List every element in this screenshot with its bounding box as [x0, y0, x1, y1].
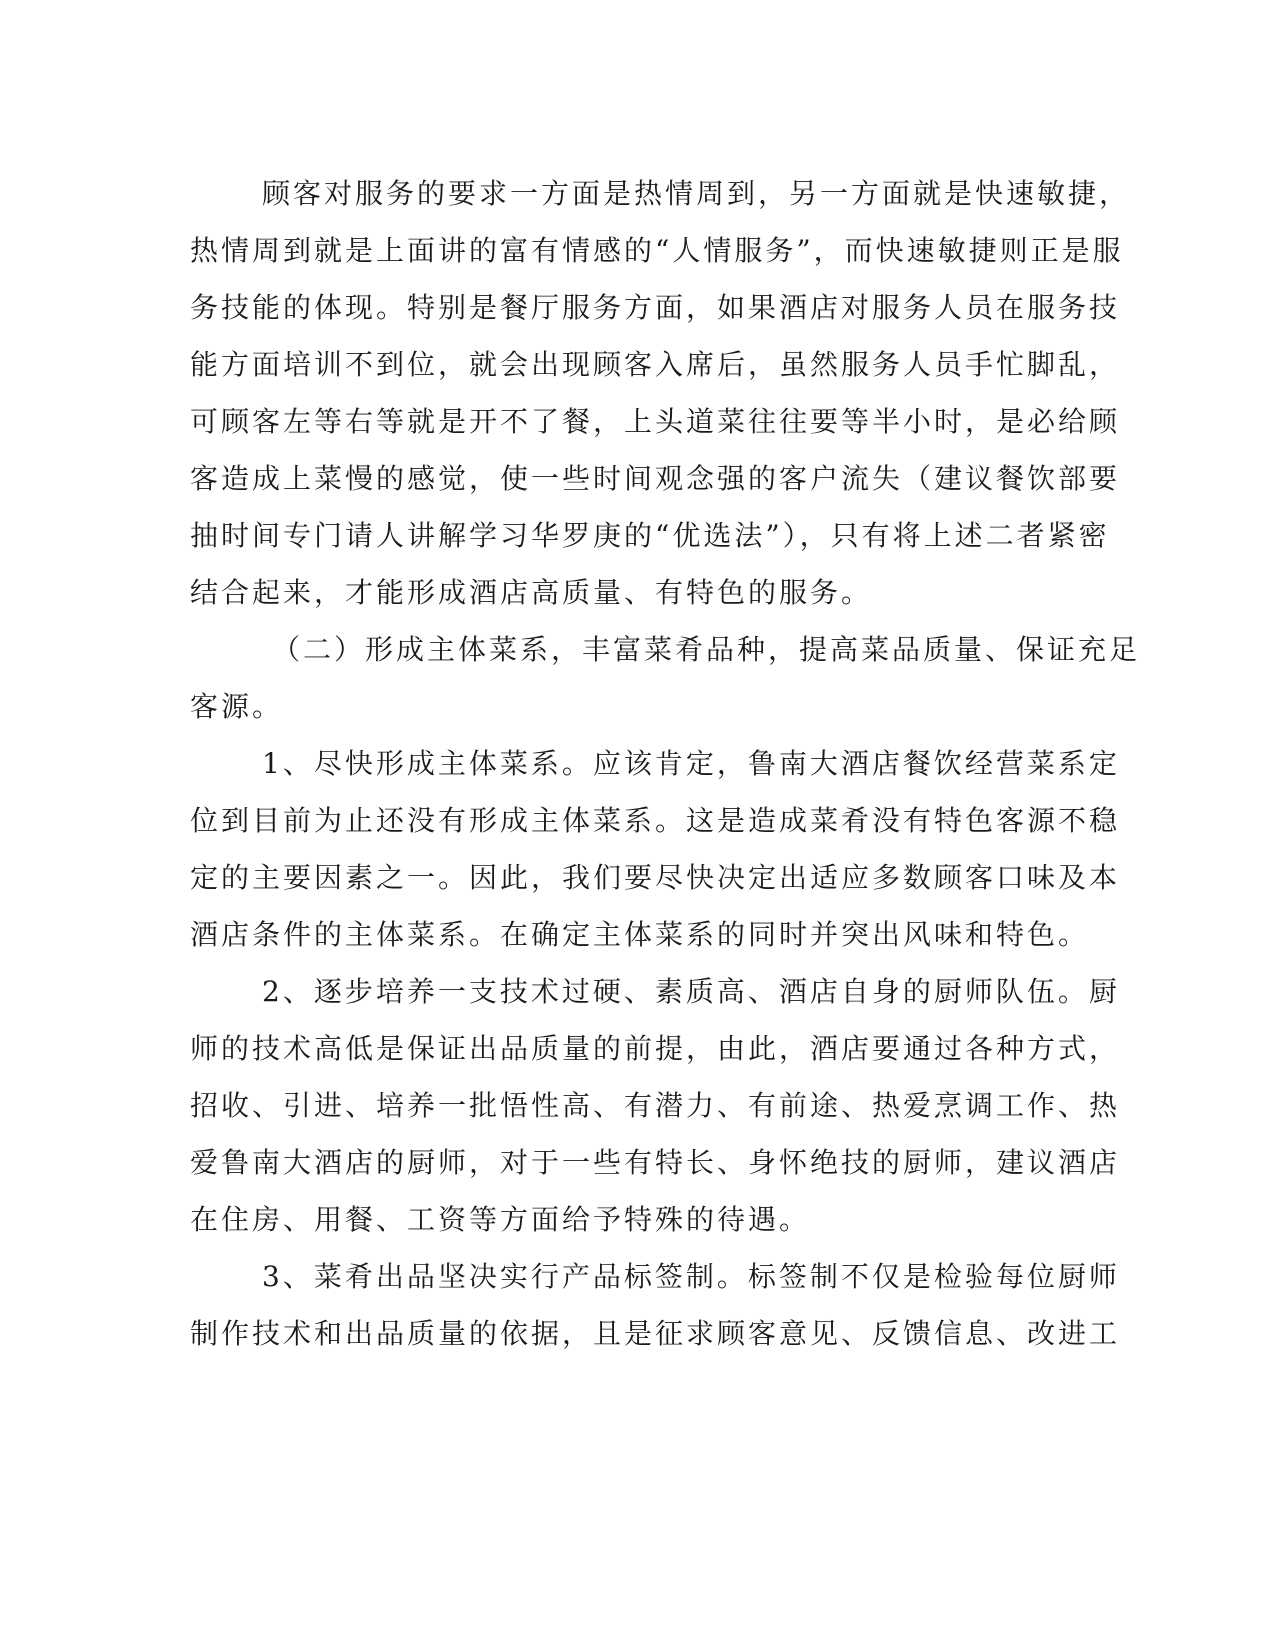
paragraph-service-skills: [190, 165, 1131, 621]
text-line: 定的主要因素之一。因此，我们要尽快决定出适应多数顾客口味及本: [190, 861, 1121, 894]
text-line: 酒店条件的主体菜系。在确定主体菜系的同时并突出风味和特色。: [190, 918, 1090, 951]
heading-line: 客源。: [190, 690, 284, 723]
text-line: 顾客对服务的要求一方面是热情周到，另一方面就是快速敏捷，: [262, 177, 1131, 210]
text-line: 招收、引进、培养一批悟性高、有潜力、有前途、热爱烹调工作、热: [190, 1089, 1121, 1122]
text-line: 客造成上菜慢的感觉，使一些时间观念强的客户流失（建议餐饮部要: [190, 462, 1121, 495]
text-line: 务技能的体现。特别是餐厅服务方面，如果酒店对服务人员在服务技: [190, 291, 1121, 324]
text-line: 热情周到就是上面讲的富有情感的“人情服务”，而快速敏捷则正是服: [190, 234, 1124, 267]
text-line: 2、逐步培养一支技术过硬、素质高、酒店自身的厨师队伍。厨: [262, 975, 1120, 1008]
paragraph-item-1: [190, 735, 1121, 963]
paragraph-item-2: [190, 963, 1121, 1248]
text-line: 结合起来，才能形成酒店高质量、有特色的服务。: [190, 576, 873, 609]
text-line: 抽时间专门请人讲解学习华罗庚的“优选法”），只有将上述二者紧密: [190, 519, 1110, 552]
document-body: [190, 165, 1141, 1362]
text-line: 可顾客左等右等就是开不了餐，上头道菜往往要等半小时，是必给顾: [190, 405, 1121, 438]
text-line: 1、尽快形成主体菜系。应该肯定，鲁南大酒店餐饮经营菜系定: [262, 747, 1120, 780]
section-heading-2: [190, 621, 1141, 735]
heading-line: （二）形成主体菜系，丰富菜肴品种，提高菜品质量、保证充足: [272, 633, 1141, 666]
text-line: 能方面培训不到位，就会出现顾客入席后，虽然服务人员手忙脚乱，: [190, 348, 1121, 381]
text-line: 师的技术高低是保证出品质量的前提，由此，酒店要通过各种方式，: [190, 1032, 1121, 1065]
text-line: 爱鲁南大酒店的厨师，对于一些有特长、身怀绝技的厨师，建议酒店: [190, 1146, 1121, 1179]
paragraph-item-3: [190, 1248, 1121, 1362]
text-line: 制作技术和出品质量的依据，且是征求顾客意见、反馈信息、改进工: [190, 1317, 1121, 1350]
text-line: 在住房、用餐、工资等方面给予特殊的待遇。: [190, 1203, 811, 1236]
text-line: 位到目前为止还没有形成主体菜系。这是造成菜肴没有特色客源不稳: [190, 804, 1121, 837]
text-line: 3、菜肴出品坚决实行产品标签制。标签制不仅是检验每位厨师: [262, 1260, 1120, 1293]
